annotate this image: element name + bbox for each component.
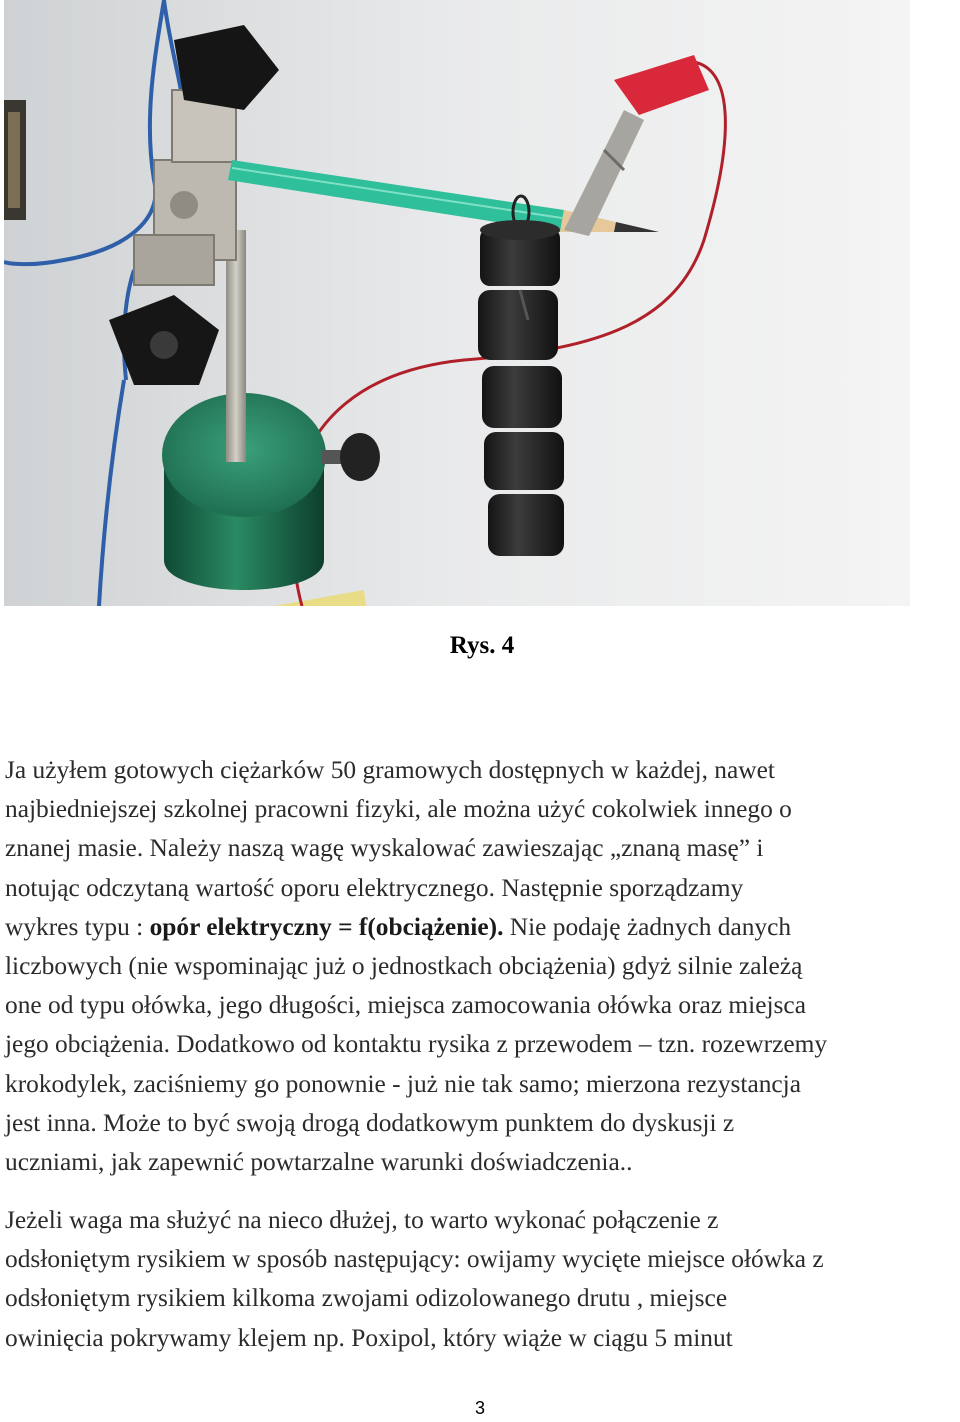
p1-line-1: Ja użyłem gotowych ciężarków 50 gramowych dostępnych w każdej, nawet [5,756,775,784]
p1-line-11: uczniami, jak zapewnić powtarzalne warunki doświadczenia.. [5,1148,633,1177]
p2-line-3: odsłoniętym rysikiem kilkoma zwojami odizolowanego drutu , miejsce [5,1284,728,1313]
p1-line-7: one od typu ołówka, jego długości, miejsca zamocowania ołówka oraz miejsca [5,991,806,1020]
paragraph-2 [5,1201,960,1358]
p1-line-10: jest inna. Może to być swoją drogą dodatkowym punktem do dyskusji z [5,1108,735,1137]
p1-line-3: znanej masie. Należy naszą wagę wyskalować zawieszając „znaną masę” i [5,834,764,863]
p1-line-2: najbiedniejszej szkolnej pracowni fizyki, ale można użyć cokolwiek innego o [5,795,792,824]
p2-line-4: owinięcia pokrywamy klejem np. Poxipol, który wiąże w ciągu 5 minut [5,1323,733,1352]
formula-text: opór elektryczny = f(obciążenie). [149,912,504,941]
p1-line-5-suffix: Nie podaję żadnych danych [503,912,792,941]
experiment-photo [4,0,910,606]
p2-line-1: Jeżeli waga ma służyć na nieco dłużej, to warto wykonać połączenie z [5,1206,719,1234]
figure-caption: Rys. 4 [449,632,515,659]
p2-line-2: odsłoniętym rysikiem w sposób następujący: owijamy wycięte miejsce ołówka z [5,1245,824,1274]
p1-line-8: jego obciążenia. Dodatkowo od kontaktu rysika z przewodem – tzn. rozewrzemy [5,1030,828,1059]
p1-line-9: krokodylek, zaciśniemy go ponownie - już nie tak samo; mierzona rezystancja [5,1069,802,1098]
page-number: 3 [474,1398,485,1418]
p1-line-5-prefix: wykres typu : [5,912,150,941]
p1-line-4: notując odczytaną wartość oporu elektrycznego. Następnie sporządzamy [5,873,744,902]
p1-line-6: liczbowych (nie wspominając już o jednostkach obciążenia) gdyż silnie zależą [5,952,803,981]
paragraph-1 [5,751,960,1182]
